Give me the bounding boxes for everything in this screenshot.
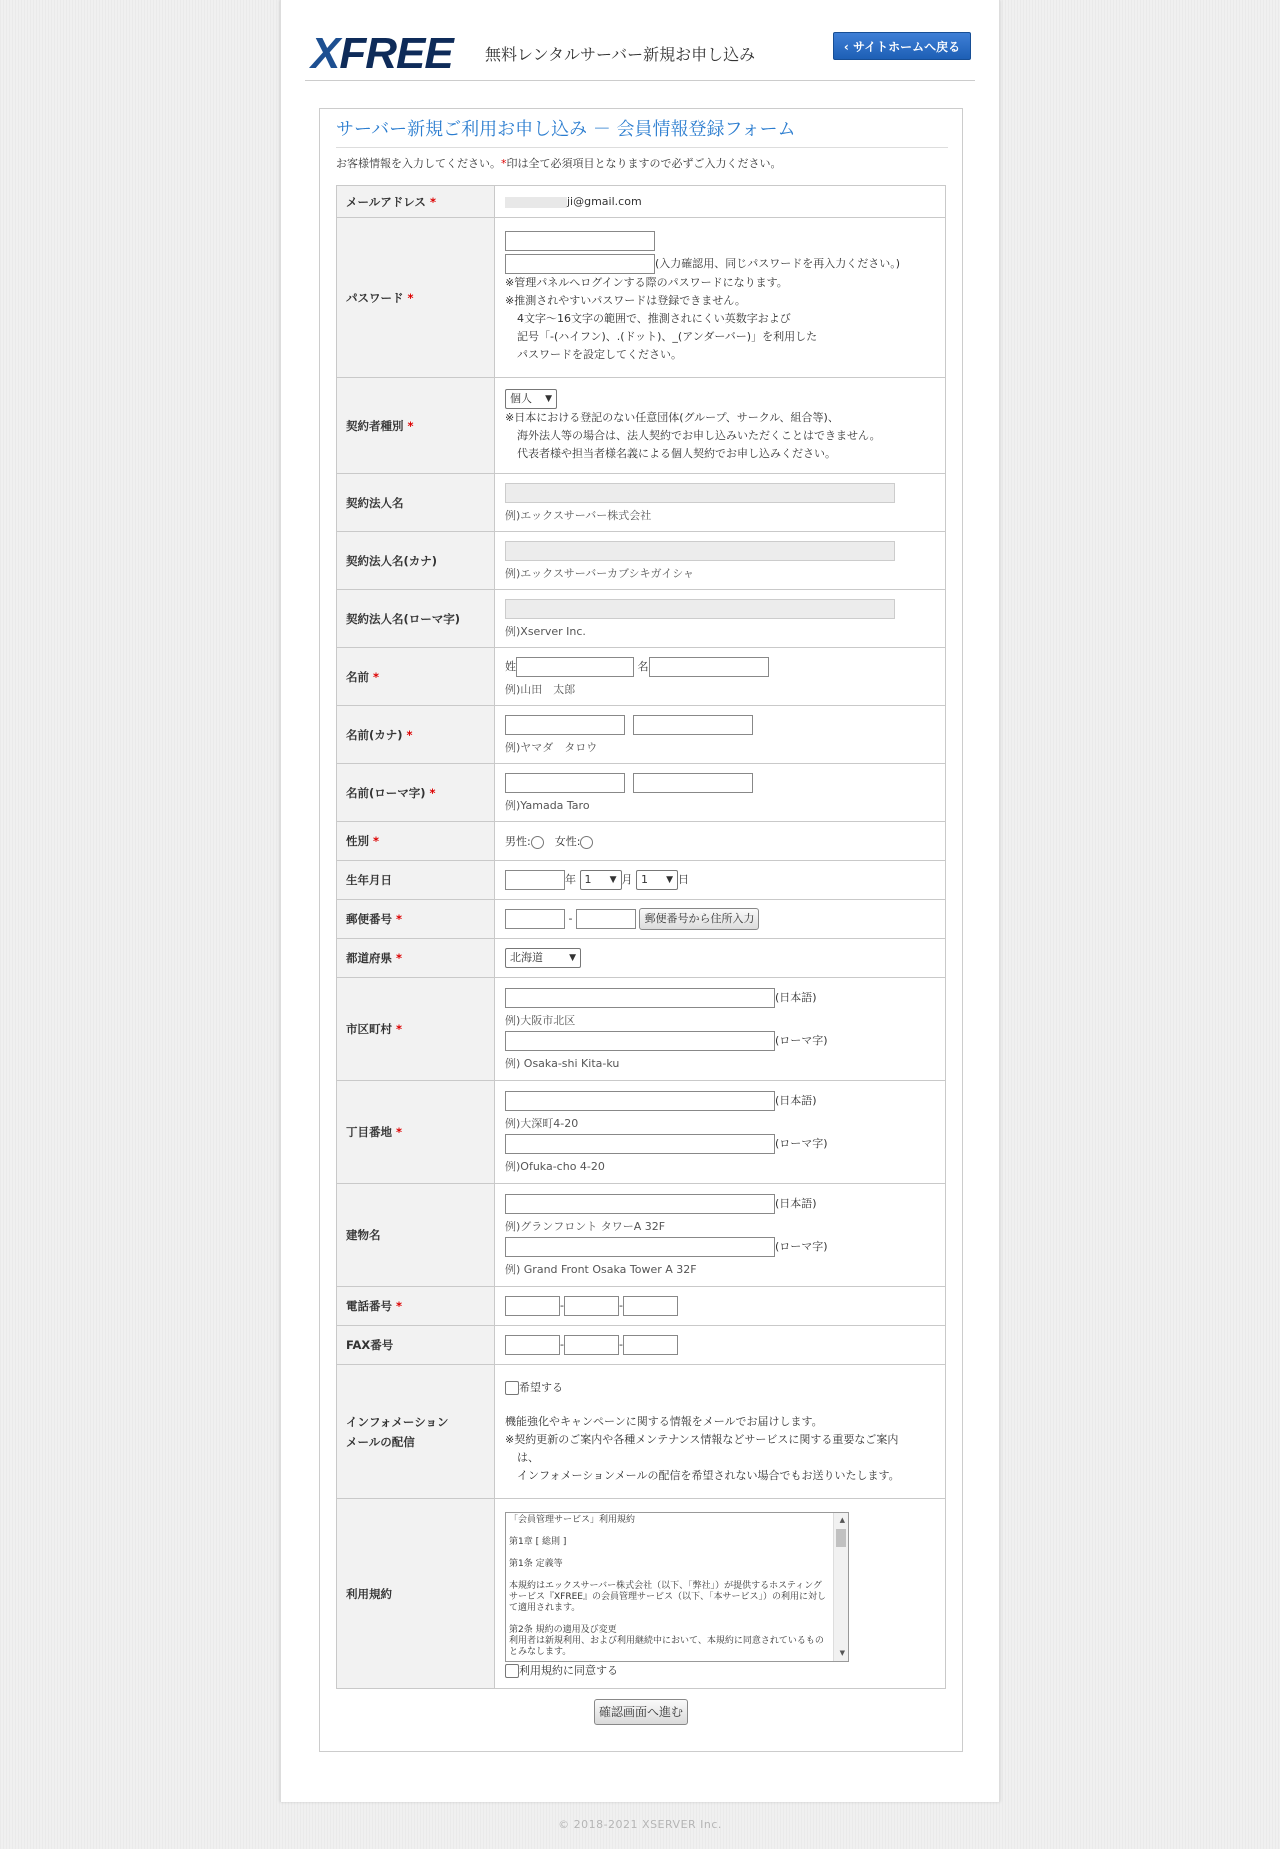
row-name-roman: 名前(ローマ字) * 例)Yamada Taro [337, 764, 946, 822]
row-phone: 電話番号 * - - [337, 1287, 946, 1326]
email-value: ji@gmail.com [567, 195, 642, 208]
row-gender: 性別 * 男性: 女性: [337, 822, 946, 861]
row-name-kana: 名前(カナ) * 例)ヤマダ タロウ [337, 706, 946, 764]
fax-part2-input[interactable] [564, 1335, 619, 1355]
row-corp-roman: 契約法人名(ローマ字) 例)Xserver Inc. [337, 590, 946, 648]
city-roman-input[interactable] [505, 1031, 775, 1051]
prefecture-select[interactable]: 北海道 ▼ [505, 948, 581, 968]
password-input[interactable] [505, 231, 655, 251]
birth-month-select[interactable]: 1 ▼ [580, 870, 622, 890]
form-panel [319, 108, 963, 1752]
city-jp-input[interactable] [505, 988, 775, 1008]
street-roman-input[interactable] [505, 1134, 775, 1154]
row-postal: 郵便番号 * - 郵便番号から住所入力 [337, 900, 946, 939]
fax-part1-input[interactable] [505, 1335, 560, 1355]
postal-lookup-button[interactable]: 郵便番号から住所入力 [639, 908, 759, 930]
row-corp-kana: 契約法人名(カナ) 例)エックスサーバーカブシキガイシャ [337, 532, 946, 590]
first-name-kana-input[interactable] [633, 715, 753, 735]
row-password: パスワード * (入力確認用、同じパスワードを再入力ください。) ※管理パネルへログインする際のパスワードになります。 ※推測されやすいパスワードは登録できません。 4文字～16文字の範囲で、推測されにくい英数字および 記号「-(ハイフン)、.(ドット)、_(アンダーバー)」を利用した パスワードを設定してください。 [337, 218, 946, 378]
chevron-down-icon: ▼ [569, 953, 576, 963]
row-email: メールアドレス * ji@gmail.com [337, 186, 946, 218]
first-name-roman-input[interactable] [633, 773, 753, 793]
row-city: 市区町村 * (日本語) 例)大阪市北区 (ローマ字) 例) Osaka-shi Kita-ku [337, 978, 946, 1081]
redacted-email-prefix [505, 197, 567, 208]
terms-agree-checkbox[interactable] [505, 1664, 519, 1678]
row-contract-type: 契約者種別 * 個人 ▼ ※日本における登記のない任意団体(グループ、サークル、組合等)、 海外法人等の場合は、法人契約でお申し込みいただくことはできません。 代表者様や担当者様名義による個人契約でお申し込みください。 [337, 378, 946, 474]
registration-table [336, 185, 946, 1689]
scroll-down-icon[interactable]: ▼ [839, 1648, 845, 1657]
row-street: 丁目番地 * (日本語) 例)大深町4-20 (ローマ字) 例)Ofuka-cho 4-20 [337, 1081, 946, 1184]
first-name-input[interactable] [649, 657, 769, 677]
gender-male-radio[interactable] [531, 836, 544, 849]
row-info-mail: インフォメーション メールの配信 希望する 機能強化やキャンペーンに関する情報をメールでお届けします。 ※契約更新のご案内や各種メンテナンス情報などサービスに関する重要なご案内 は、 インフォメーションメールの配信を希望されない場合でもお送りいたします。 [337, 1365, 946, 1499]
row-corp-name: 契約法人名 例)エックスサーバー株式会社 [337, 474, 946, 532]
street-jp-input[interactable] [505, 1091, 775, 1111]
birth-year-input[interactable] [505, 870, 565, 890]
corp-roman-input[interactable] [505, 599, 895, 619]
row-prefecture: 都道府県 * 北海道 ▼ [337, 939, 946, 978]
row-name: 名前 * 姓 名 例)山田 太郎 [337, 648, 946, 706]
birth-day-select[interactable]: 1 ▼ [636, 870, 678, 890]
form-intro: お客様情報を入力してください。*印は全て必須項目となりますので必ずご入力ください。 [336, 157, 782, 170]
terms-scroll-thumb[interactable] [836, 1529, 846, 1547]
phone-part2-input[interactable] [564, 1296, 619, 1316]
page-container [280, 0, 1000, 1802]
chevron-down-icon: ▼ [609, 875, 617, 885]
chevron-left-icon: ‹ [843, 40, 853, 54]
row-birthday: 生年月日 年 1 ▼ 月 1 ▼ 日 [337, 861, 946, 900]
building-roman-input[interactable] [505, 1237, 775, 1257]
corp-kana-input[interactable] [505, 541, 895, 561]
header [305, 20, 975, 81]
corp-name-input[interactable] [505, 483, 895, 503]
xfree-logo[interactable]: XFREE [311, 29, 453, 78]
header-tagline: 無料レンタルサーバー新規お申し込み [485, 45, 756, 64]
row-fax: FAX番号 - - [337, 1326, 946, 1365]
contract-type-select[interactable]: 個人 ▼ [505, 389, 557, 409]
scroll-up-icon[interactable]: ▲ [839, 1515, 845, 1524]
fax-part3-input[interactable] [623, 1335, 678, 1355]
phone-part3-input[interactable] [623, 1296, 678, 1316]
chevron-down-icon: ▼ [666, 875, 673, 885]
form-title: サーバー新規ご利用お申し込み － 会員情報登録フォーム [336, 115, 948, 148]
confirm-button[interactable]: 確認画面へ進む [594, 1699, 688, 1725]
row-building: 建物名 (日本語) 例)グランフロント タワーA 32F (ローマ字) 例) Grand Front Osaka Tower A 32F [337, 1184, 946, 1287]
gender-female-radio[interactable] [580, 836, 593, 849]
building-jp-input[interactable] [505, 1194, 775, 1214]
postal-code-first-input[interactable] [505, 909, 565, 929]
site-home-button[interactable]: ‹ サイトホームへ戻る [833, 32, 971, 60]
postal-code-second-input[interactable] [576, 909, 636, 929]
password-confirm-input[interactable] [505, 254, 655, 274]
row-terms: 利用規約 「会員管理サービス」利用規約 第1章 [ 総則 ] 第1条 定義等 本規約はエックスサーバー株式会社（以下、「弊社」）が提供するホスティングサービス『XFREE』の会員管理サービス（以下、「本サービス」）の利用に対して適用されます。 第2条 規約の適用及び変更 利用者は新規利用、および利用継続中において、本規約に同意されているものとみなします。 ▲ ▼ 利用規約に同意する [337, 1499, 946, 1689]
info-mail-checkbox[interactable] [505, 1381, 519, 1395]
terms-textarea[interactable]: 「会員管理サービス」利用規約 第1章 [ 総則 ] 第1条 定義等 本規約はエックスサーバー株式会社（以下、「弊社」）が提供するホスティングサービス『XFREE』の会員管理サービス（以下、「本サービス」）の利用に対して適用されます。 第2条 規約の適用及び変更 利用者は新規利用、および利用継続中において、本規約に同意されているものとみなします。 ▲ ▼ [505, 1512, 849, 1662]
phone-part1-input[interactable] [505, 1296, 560, 1316]
last-name-roman-input[interactable] [505, 773, 625, 793]
chevron-down-icon: ▼ [545, 393, 552, 404]
last-name-input[interactable] [516, 657, 634, 677]
last-name-kana-input[interactable] [505, 715, 625, 735]
footer-copyright: © 2018-2021 XSERVER Inc. [558, 1818, 722, 1831]
